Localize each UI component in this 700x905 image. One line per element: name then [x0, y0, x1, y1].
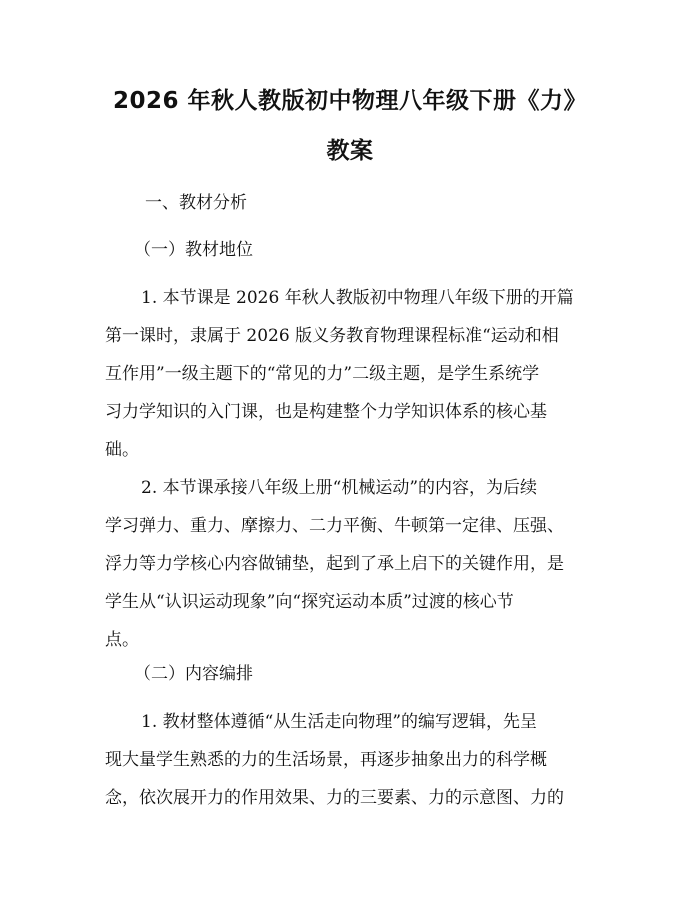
paragraph-line: 第一课时，隶属于 2026 版义务教育物理课程标准“运动和相: [105, 326, 559, 346]
subsection-heading-textbook-position: （一）教材地位: [134, 240, 253, 260]
paragraph-line: 1. 教材整体遵循“从生活走向物理”的编写逻辑，先呈: [141, 712, 538, 732]
paragraph-line: 念，依次展开力的作用效果、力的三要素、力的示意图、力的: [105, 788, 564, 808]
document-title-line-1: 2026 年秋人教版初中物理八年级下册《力》: [112, 88, 588, 114]
paragraph-line: 现大量学生熟悉的力的生活场景，再逐步抽象出力的科学概: [105, 750, 547, 770]
paragraph-line: 学习弹力、重力、摩擦力、二力平衡、牛顿第一定律、压强、: [105, 516, 564, 536]
paragraph-line: 点。: [105, 630, 139, 650]
section-heading-textbook-analysis: 一、教材分析: [145, 193, 247, 213]
subsection-heading-content-arrangement: （二）内容编排: [134, 664, 253, 684]
paragraph-line: 浮力等力学核心内容做铺垫，起到了承上启下的关键作用，是: [105, 554, 564, 574]
paragraph-line: 学生从“认识运动现象”向“探究运动本质”过渡的核心节: [105, 592, 514, 612]
document-title-line-2: 教案: [326, 138, 374, 164]
paragraph-line: 互作用”一级主题下的“常见的力”二级主题，是学生系统学: [105, 364, 540, 384]
paragraph-line: 础。: [105, 440, 139, 460]
paragraph-line: 1. 本节课是 2026 年秋人教版初中物理八年级下册的开篇: [141, 288, 574, 308]
paragraph-line: 习力学知识的入门课，也是构建整个力学知识体系的核心基: [105, 402, 547, 422]
paragraph-line: 2. 本节课承接八年级上册“机械运动”的内容，为后续: [141, 478, 538, 498]
